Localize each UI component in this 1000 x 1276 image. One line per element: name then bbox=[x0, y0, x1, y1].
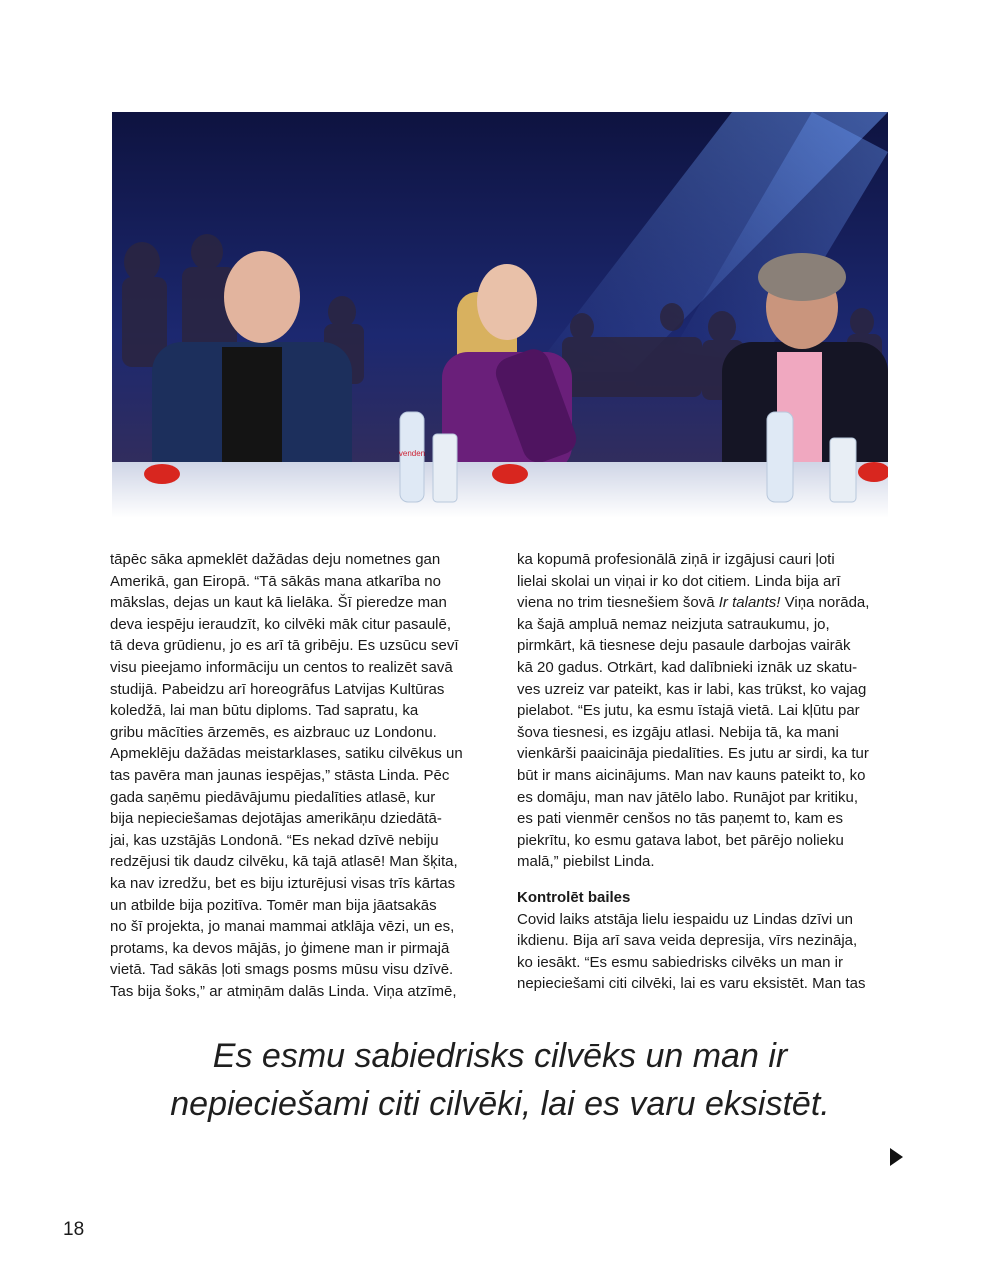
body-text: viena no trim tiesnešiem šovā bbox=[517, 594, 719, 612]
body-line: no šī projekta, jo manai mammai atklāja vēzi, un es, bbox=[110, 918, 455, 936]
body-line: lielai skolai un viņai ir ko dot citiem. Linda bija arī bbox=[517, 572, 841, 590]
pull-quote-line: nepieciešami citi cilvēki, lai es varu eksistēt. bbox=[170, 1085, 830, 1123]
play-triangle-icon[interactable] bbox=[890, 1148, 903, 1166]
photo-illustration bbox=[112, 112, 888, 518]
body-line: pielabot. “Es jutu, ka esmu īstajā vietā. Lai kļūtu par bbox=[517, 702, 860, 720]
body-line: mākslas, dejas un kaut kā lielāka. Šī pieredze man bbox=[110, 594, 447, 612]
body-line: Apmeklēju dažādas meistarklases, satiku cilvēkus un bbox=[110, 745, 463, 763]
body-line-with-show-title bbox=[517, 592, 891, 614]
body-line: deva iespēju ieraudzīt, ko cilvēki māk citur pasaulē, bbox=[110, 615, 452, 633]
body-line: Tas bija šoks,” ar atmiņām dalās Linda. Viņa atzīmē, bbox=[110, 982, 457, 1000]
body-line: vienkārši paaicināja piedalīties. Es jutu ar sirdi, ka tur bbox=[517, 745, 869, 763]
body-line: tā deva grūdienu, jo es arī tā gribēju. Es uzsūcu sevī bbox=[110, 637, 459, 655]
body-line: nepieciešami citi cilvēki, lai es varu eksistēt. Man tas bbox=[517, 975, 866, 993]
body-line: ikdienu. Bija arī sava veida depresija, vīrs nezināja, bbox=[517, 932, 858, 950]
body-line: Amerikā, gan Eiropā. “Tā sākās mana atkarība no bbox=[110, 572, 441, 590]
body-line: es pati vienmēr cenšos no tās paņemt to, kam es bbox=[517, 810, 843, 828]
body-line: malā,” piebilst Linda. bbox=[517, 853, 655, 871]
body-line: bija nepieciešamas dejotājas amerikāņu dziedātā- bbox=[110, 810, 442, 828]
pull-quote-line: Es esmu sabiedrisks cilvēks un man ir bbox=[212, 1037, 788, 1075]
body-line: jai, kas uzstājās Londonā. “Es nekad dzīvē nebiju bbox=[110, 831, 439, 849]
body-line: kā 20 gadus. Otrkārt, kad dalībnieki iznāk uz skatu- bbox=[517, 658, 858, 676]
body-line: pirmkārt, kā tiesnese deju pasaule darbojas vairāk bbox=[517, 637, 851, 655]
body-line: protams, ka devos mājās, jo ģimene man ir pirmajā bbox=[110, 939, 450, 957]
body-line: ves uzreiz var pateikt, kas ir labi, kas trūkst, ko vajag bbox=[517, 680, 867, 698]
body-line: gada saņēmu piedāvājumu piedalīties atlasē, kur bbox=[110, 788, 436, 806]
article-left-column bbox=[110, 549, 484, 1002]
body-line: vietā. Tad sākās ļoti smags posms mūsu visu dzīvē. bbox=[110, 961, 454, 979]
body-line: ko iesākt. “Es esmu sabiedrisks cilvēks un man ir bbox=[517, 953, 843, 971]
article-right-column bbox=[517, 549, 891, 995]
body-line: visu pieejamo informāciju un centos to realizēt savā bbox=[110, 658, 453, 676]
body-line: tas pavēra man jaunas iespējas,” stāsta Linda. Pēc bbox=[110, 766, 450, 784]
body-line: ka šajā ampluā nemaz neizjuta satraukumu, jo, bbox=[517, 615, 830, 633]
body-line: ka kopumā profesionālā ziņā ir izgājusi cauri ļoti bbox=[517, 551, 835, 568]
body-line: redzējusi tik daudz cilvēku, kā tajā atlasē! Man šķita, bbox=[110, 853, 458, 871]
body-line: ka nav izredžu, bet es biju izturējusi visas trīs kārtas bbox=[110, 874, 456, 892]
body-line: būt ir mans aicinājums. Man nav kauns pateikt to, ko bbox=[517, 766, 866, 784]
page-number: 18 bbox=[63, 1219, 85, 1240]
body-line: studijā. Pabeidzu arī horeogrāfus Latvijas Kultūras bbox=[110, 680, 445, 698]
body-line: un atbilde bija pozitīva. Tomēr man bija jāatsakās bbox=[110, 896, 437, 914]
section-subheading: Kontrolēt bailes bbox=[517, 888, 631, 906]
body-line: šova tiesnesi, es izgāju atlasi. Nebija tā, ka mani bbox=[517, 723, 839, 741]
body-line: gribu mācīties ārzemēs, es aizbrauc uz Londonu. bbox=[110, 723, 437, 741]
body-text: Viņa norāda, bbox=[780, 594, 870, 612]
body-line: Covid laiks atstāja lielu iespaidu uz Lindas dzīvi un bbox=[517, 910, 854, 928]
body-line: tāpēc sāka apmeklēt dažādas deju nometnes gan bbox=[110, 551, 441, 568]
body-line: piekrītu, ko esmu gatava labot, bet pārējo nolieku bbox=[517, 831, 844, 849]
show-title: Ir talants! bbox=[718, 594, 781, 612]
judges-photo bbox=[112, 112, 888, 518]
body-line: es domāju, man nav jātēlo labo. Runājot par kritiku, bbox=[517, 788, 859, 806]
body-line: koledžā, lai man būtu diploms. Tad sapratu, ka bbox=[110, 702, 419, 720]
pull-quote bbox=[100, 1032, 900, 1128]
bottle-label: venden bbox=[398, 449, 426, 458]
